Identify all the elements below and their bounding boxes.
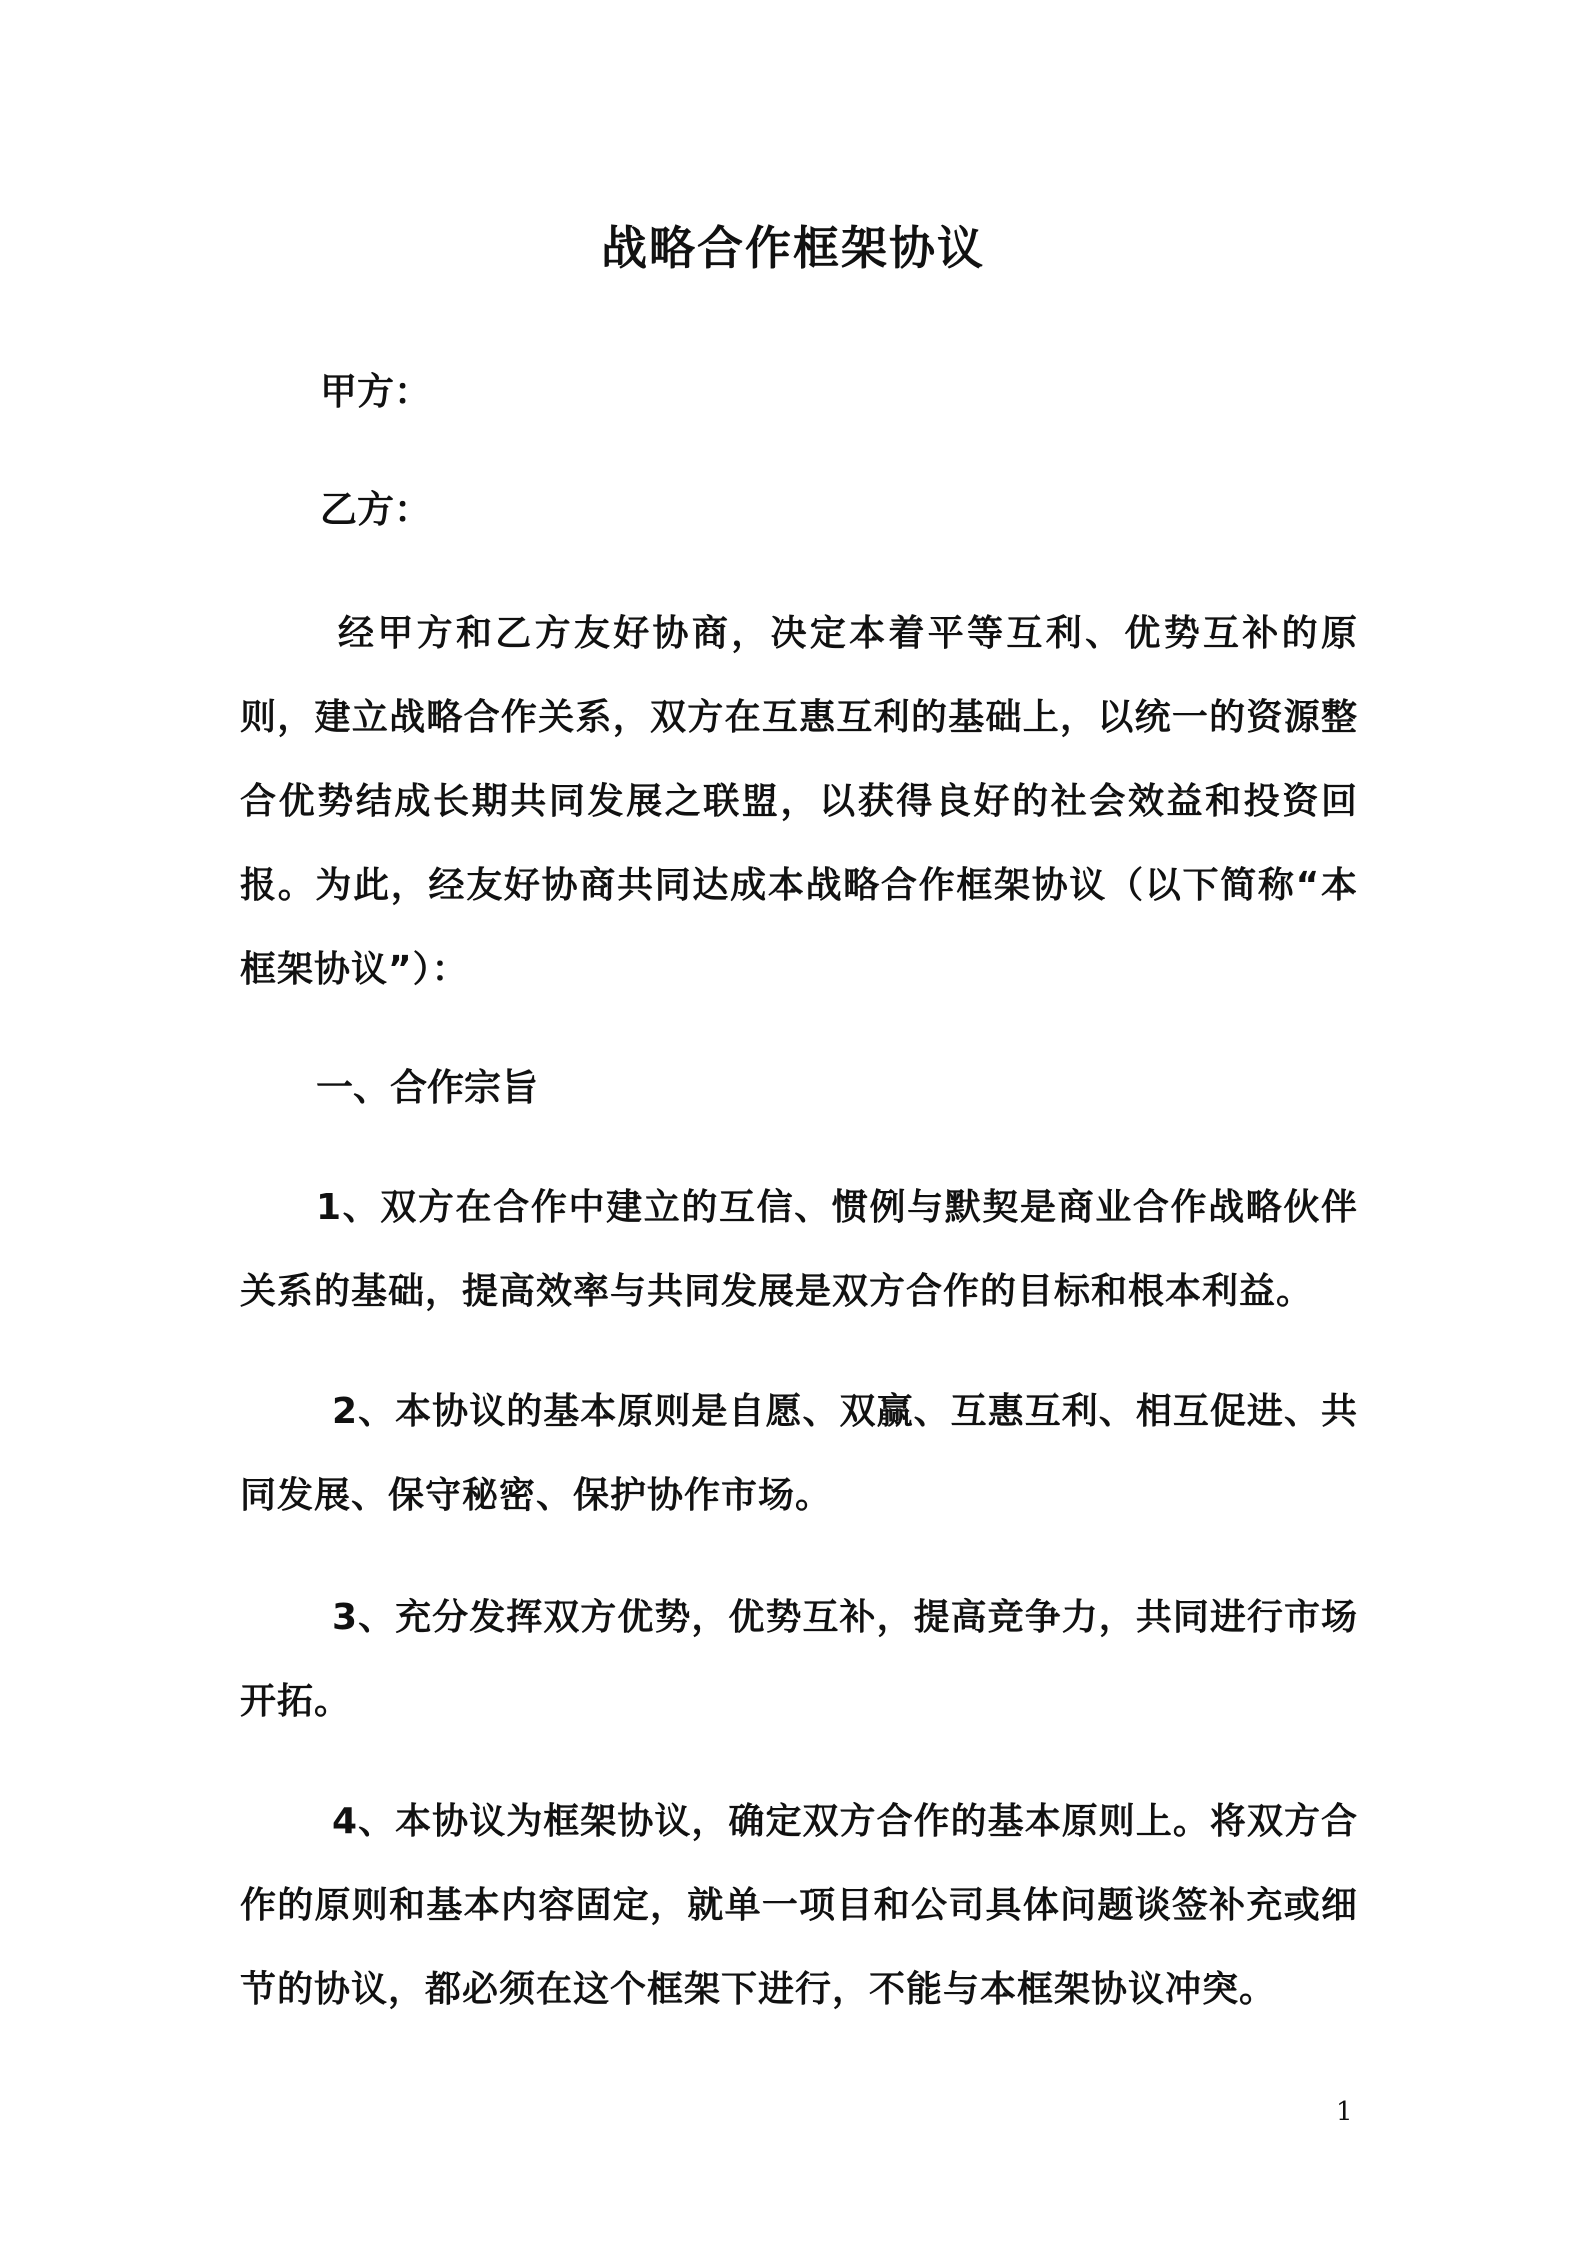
clause-item-4: 4、本协议为框架协议，确定双方合作的基本原则上。将双方合作的原则和基本内容固定，就单一项目和公司具体问题谈签补充或细节的协议，都必须在这个框架下进行，不能与本框架协议冲突。 — [240, 1801, 1358, 2010]
document-title: 战略合作框架协议 — [601, 221, 985, 275]
page-number: 1 — [1336, 2097, 1353, 2127]
clause-item-3: 3、充分发挥双方优势，优势互补，提高竞争力，共同进行市场开拓。 — [240, 1597, 1358, 1722]
intro-paragraph: 经甲方和乙方友好协商，决定本着平等互利、优势互补的原则，建立战略合作关系，双方在互惠互利的基础上，以统一的资源整合优势结成长期共同发展之联盟，以获得良好的社会效益和投资回报。为此，经友好协商共同达成本战略合作框架协议（以下简称“本框架协议”）： — [240, 613, 1358, 990]
party-a-label: 甲方： — [320, 370, 431, 413]
party-b-label: 乙方： — [320, 488, 431, 531]
clause-item-2: 2、本协议的基本原则是自愿、双赢、互惠互利、相互促进、共同发展、保守秘密、保护协作市场。 — [240, 1391, 1358, 1516]
clause-item-1: 1、双方在合作中建立的互信、惯例与默契是商业合作战略伙伴关系的基础，提高效率与共同发展是双方合作的目标和根本利益。 — [240, 1187, 1358, 1312]
section-heading: 一、合作宗旨 — [316, 1066, 538, 1109]
